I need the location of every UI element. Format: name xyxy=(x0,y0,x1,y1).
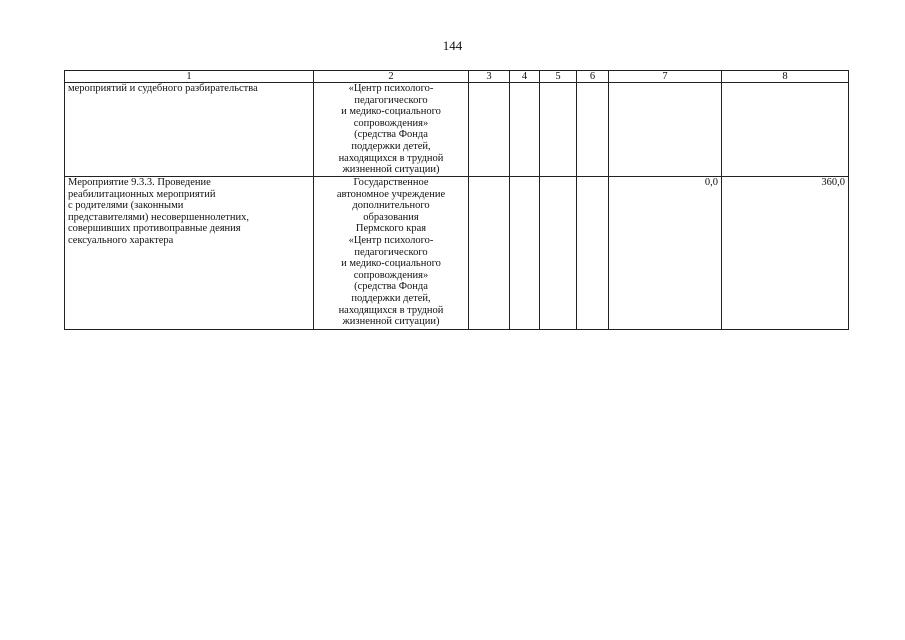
event-cell: мероприятий и судебного разбирательства xyxy=(65,83,314,177)
value-cell-7: 0,0 xyxy=(609,177,722,330)
table-header-row xyxy=(65,71,849,83)
value-cell-4 xyxy=(510,83,540,177)
value-cell-3 xyxy=(469,177,510,330)
column-header-5: 5 xyxy=(540,71,577,83)
page-number: 144 xyxy=(442,38,463,53)
value-cell-6 xyxy=(577,83,609,177)
program-table xyxy=(64,70,849,330)
value-cell-7 xyxy=(609,83,722,177)
column-header-3: 3 xyxy=(469,71,510,83)
value-cell-4 xyxy=(510,177,540,330)
value-cell-8: 360,0 xyxy=(722,177,849,330)
table-row xyxy=(65,83,849,177)
event-cell: Мероприятие 9.3.3. Проведение реабилитационных мероприятий с родителями (законными представителями) несовершеннолетних, совершивших противоправные деяния сексуального характера xyxy=(65,177,314,330)
column-header-2: 2 xyxy=(314,71,469,83)
table-row xyxy=(65,177,849,330)
executor-cell: «Центр психолого- педагогического и медико-социального сопровождения» (средства Фонда поддержки детей, находящихся в трудной жизненной ситуации) xyxy=(314,83,469,177)
value-cell-5 xyxy=(540,177,577,330)
column-header-8: 8 xyxy=(722,71,849,83)
value-cell-5 xyxy=(540,83,577,177)
value-cell-3 xyxy=(469,83,510,177)
column-header-4: 4 xyxy=(510,71,540,83)
column-header-7: 7 xyxy=(609,71,722,83)
executor-cell: Государственное автономное учреждение дополнительного образования Пермского края «Центр психолого- педагогического и медико-социального сопровождения» (средства Фонда поддержки детей, находящихся в трудной жизненной ситуации) xyxy=(314,177,469,330)
column-header-6: 6 xyxy=(577,71,609,83)
column-header-1: 1 xyxy=(65,71,314,83)
value-cell-8 xyxy=(722,83,849,177)
value-cell-6 xyxy=(577,177,609,330)
